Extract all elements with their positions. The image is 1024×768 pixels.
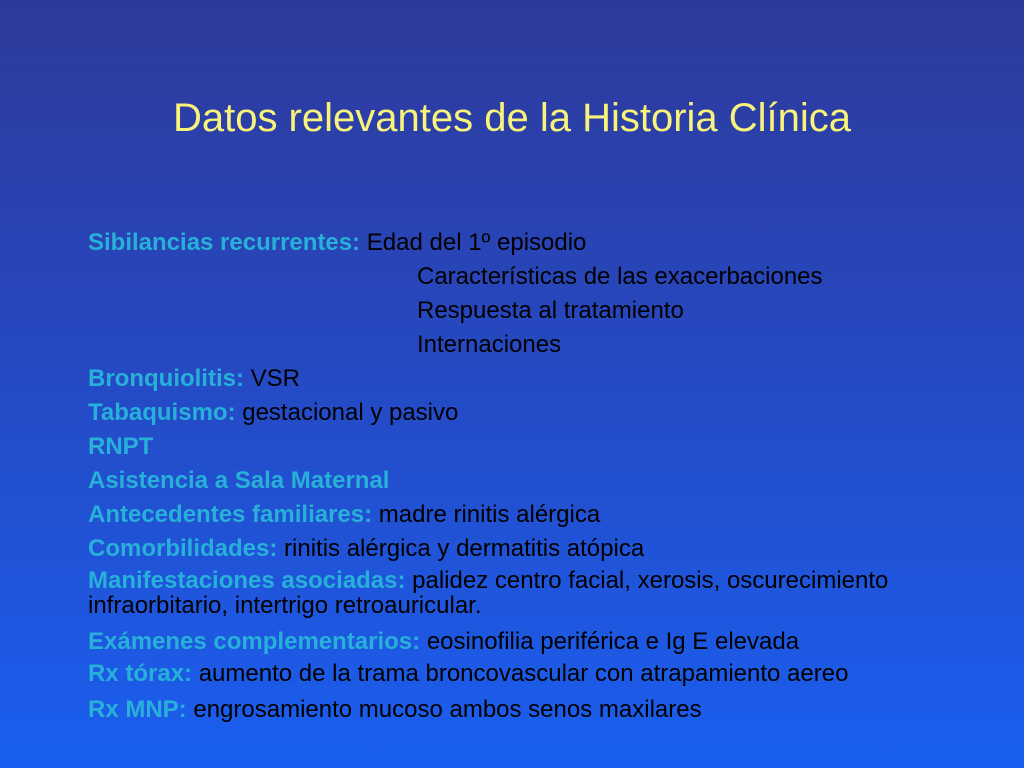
item-value: palidez centro facial, xerosis, oscurecimiento infraorbitario, intertrigo retroauricular.	[88, 567, 889, 619]
list-item-sub	[88, 294, 988, 328]
list-item-sub	[88, 260, 988, 294]
list-item-bronquiolitis	[88, 362, 988, 396]
item-label: Asistencia a Sala Maternal	[88, 467, 390, 494]
item-value: Características de las exacerbaciones	[417, 263, 823, 290]
list-item-antecedentes	[88, 498, 988, 532]
item-label: Comorbilidades:	[88, 535, 278, 562]
list-item-examenes	[88, 625, 988, 659]
item-label: Manifestaciones asociadas:	[88, 567, 406, 594]
item-value: eosinofilia periférica e Ig E elevada	[426, 628, 800, 655]
item-value: engrosamiento mucoso ambos senos maxilares	[193, 696, 702, 723]
item-value: aumento de la trama broncovascular con atrapamiento aereo	[198, 660, 849, 687]
item-label: Bronquiolitis:	[88, 365, 244, 392]
item-value: gestacional y pasivo	[242, 399, 459, 426]
history-list	[88, 226, 988, 727]
list-item-rnpt	[88, 430, 988, 464]
item-label: Rx MNP:	[88, 696, 187, 723]
list-item-sala-maternal	[88, 464, 988, 498]
item-label: Rx tórax:	[88, 660, 193, 687]
list-item-sub	[88, 328, 988, 362]
slide-title: Datos relevantes de la Historia Clínica	[172, 96, 852, 140]
list-item-rx-mnp	[88, 693, 988, 727]
list-item-rx-torax	[88, 661, 988, 686]
item-value: VSR	[250, 365, 301, 392]
item-value: rinitis alérgica y dermatitis atópica	[284, 535, 645, 562]
list-item-comorbilidades	[88, 532, 988, 566]
list-item-sibilancias	[88, 226, 988, 260]
item-label: RNPT	[88, 433, 154, 460]
item-label: Tabaquismo:	[88, 399, 236, 426]
item-value: Internaciones	[417, 331, 562, 358]
item-value: Respuesta al tratamiento	[417, 297, 684, 324]
list-item-manifestaciones	[88, 568, 988, 618]
item-label: Exámenes complementarios:	[88, 628, 421, 655]
item-value: madre rinitis alérgica	[378, 501, 601, 528]
item-label: Antecedentes familiares:	[88, 501, 373, 528]
item-value: Edad del 1º episodio	[366, 229, 587, 256]
item-label: Sibilancias recurrentes:	[88, 229, 361, 256]
list-item-tabaquismo	[88, 396, 988, 430]
